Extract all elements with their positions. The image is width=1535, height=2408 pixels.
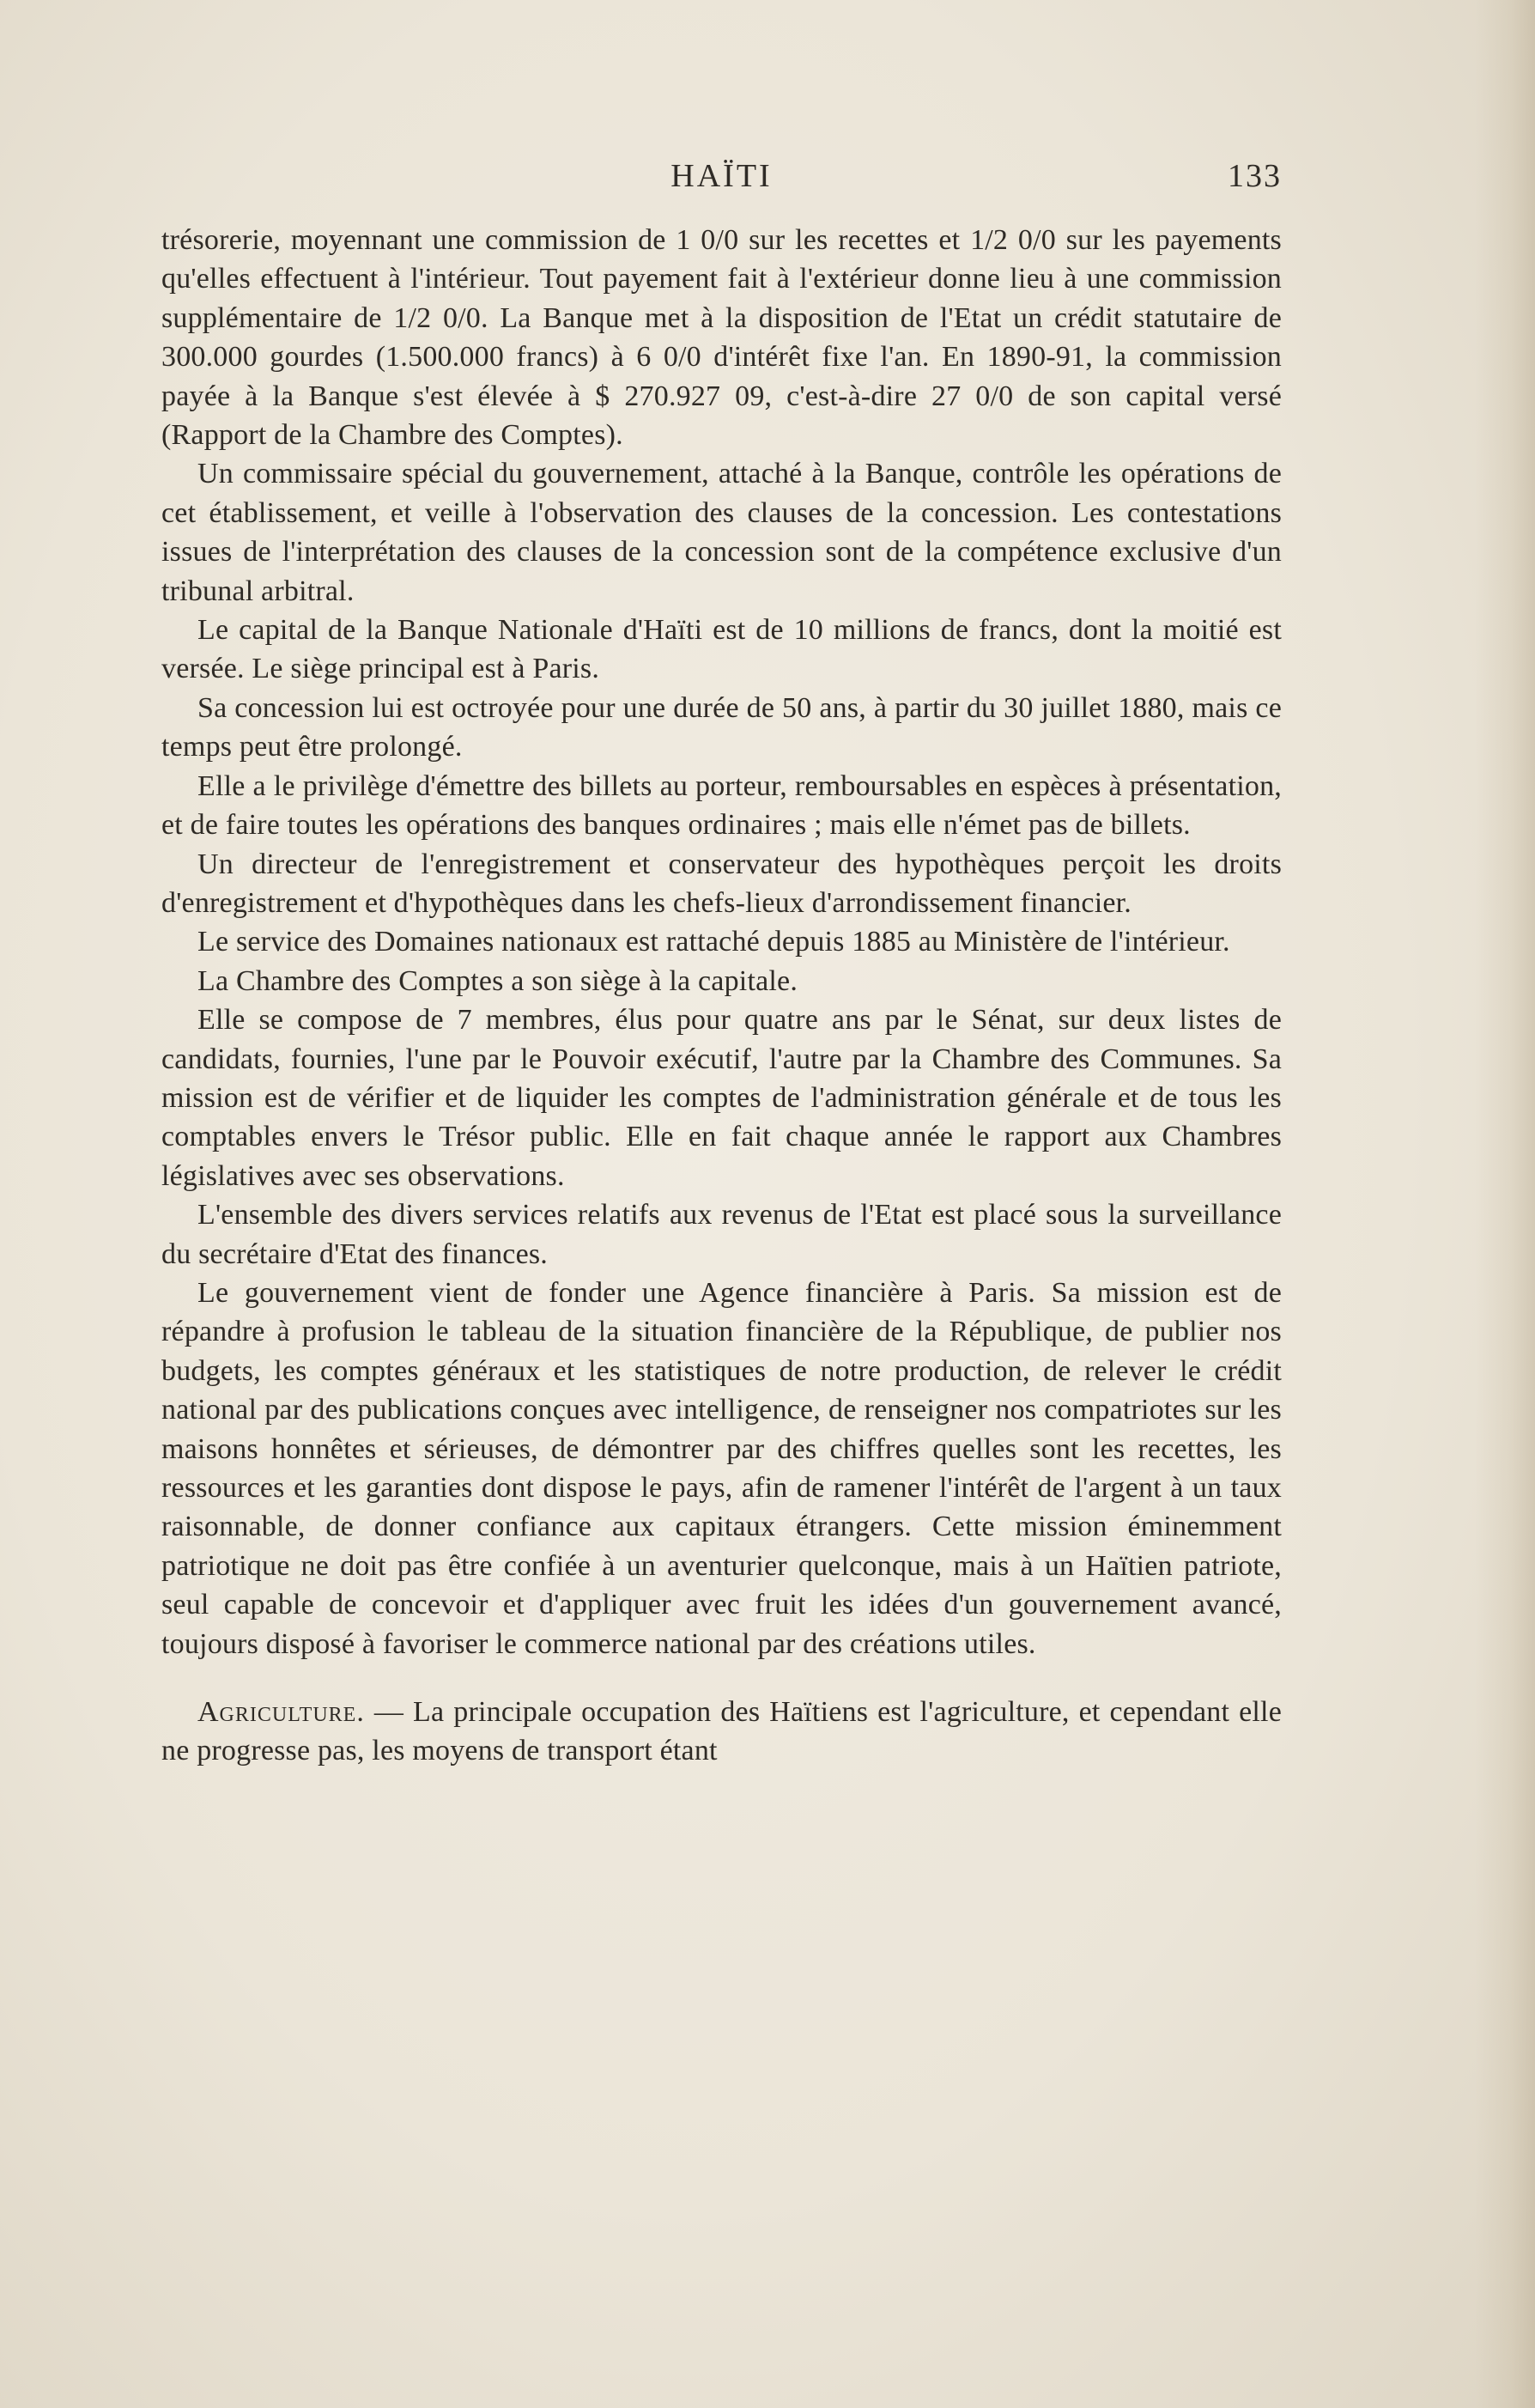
paragraph-4: Sa concession lui est octroyée pour une durée de 50 ans, à partir du 30 juillet 1880, mais ce temps peut être prolongé. [161,691,1282,763]
paragraph-11: Le gouvernement vient de fonder une Agence financière à Paris. Sa mission est de répandre à profusion le tableau de la situation financière de la République, de publier nos budgets, les comptes généraux et les statistiques de notre production, de relever le crédit national par des publications conçues avec intelligence, de renseigner nos compatriotes sur les maisons honnêtes et sérieuses, de démontrer par des chiffres quelles sont les recettes, les ressources et les garanties dont dispose le pays, afin de ramener l'intérêt de l'argent à un taux raisonnable, de donner confiance aux capitaux étrangers. Cette mission éminemment patriotique ne doit pas être confiée à un aventurier quelconque, mais à un Haïtien patriote, seul capable de concevoir et d'appliquer avec fruit les idées d'un gouvernement avancé, toujours disposé à favoriser le commerce national par des créations utiles. [161,1276,1282,1660]
agriculture-section [161,1693,1282,1771]
paragraph-8: La Chambre des Comptes a son siège à la capitale. [197,964,798,997]
page-number: 133 [1228,158,1282,194]
paragraph-6: Un directeur de l'enregistrement et conservateur des hypothèques perçoit les droits d'enregistrement et d'hypothèques dans les chefs-lieux d'arrondissement financier. [161,848,1282,919]
section-separator: — [364,1696,414,1729]
section-heading: Agriculture. [197,1696,365,1729]
paragraph-5: Elle a le privilège d'émettre des billets au porteur, remboursables en espèces à présentation, et de faire toutes les opérations des banques ordinaires ; mais elle n'émet pas de billets. [161,769,1282,842]
paragraph-10: L'ensemble des divers services relatifs aux revenus de l'Etat est placé sous la surveillance du secrétaire d'Etat des finances. [161,1199,1282,1270]
running-title: HAÏTI [670,158,773,194]
page-edge-shadow [1475,0,1535,2408]
body-text [161,221,1282,1771]
paragraph-7: Le service des Domaines nationaux est rattaché depuis 1885 au Ministère de l'intérieur. [197,926,1230,958]
paragraph-2: Un commissaire spécial du gouvernement, attaché à la Banque, contrôle les opérations de cet établissement, et veille à l'observation des clauses de la concession. Les contestations issues de l'interprétation des clauses de la concession sont de la compétence exclusive d'un tribunal arbitral. [161,458,1282,607]
section-text: La principale occupation des Haïtiens est l'agriculture, et cependant elle ne progresse pas, les moyens de transport étant [161,1696,1282,1767]
paragraph-9: Elle se compose de 7 membres, élus pour quatre ans par le Sénat, sur deux listes de candidats, fournies, l'une par le Pouvoir exécutif, l'autre par la Chambre des Communes. Sa mission est de vérifier et de liquider les comptes de l'administration générale et de tous les comptables envers le Trésor public. Elle en fait chaque année le rapport aux Chambres législatives avec ses observations. [161,1004,1282,1192]
page-header [161,157,1282,209]
paragraph-1: trésorerie, moyennant une commission de 1 0/0 sur les recettes et 1/2 0/0 sur les payements qu'elles effectuent à l'intérieur. Tout payement fait à l'extérieur donne lieu à une commission supplémentaire de 1/2 0/0. La Banque met à la disposition de l'Etat un crédit statutaire de 300.000 gourdes (1.500.000 francs) à 6 0/0 d'intérêt fixe l'an. En 1890-91, la commission payée à la Banque s'est élevée à $ 270.927 09, c'est-à-dire 27 0/0 de son capital versé (Rapport de la Chambre des Comptes). [161,224,1282,452]
paragraph-3: Le capital de la Banque Nationale d'Haïti est de 10 millions de francs, dont la moitié est versée. Le siège principal est à Paris. [161,614,1282,685]
